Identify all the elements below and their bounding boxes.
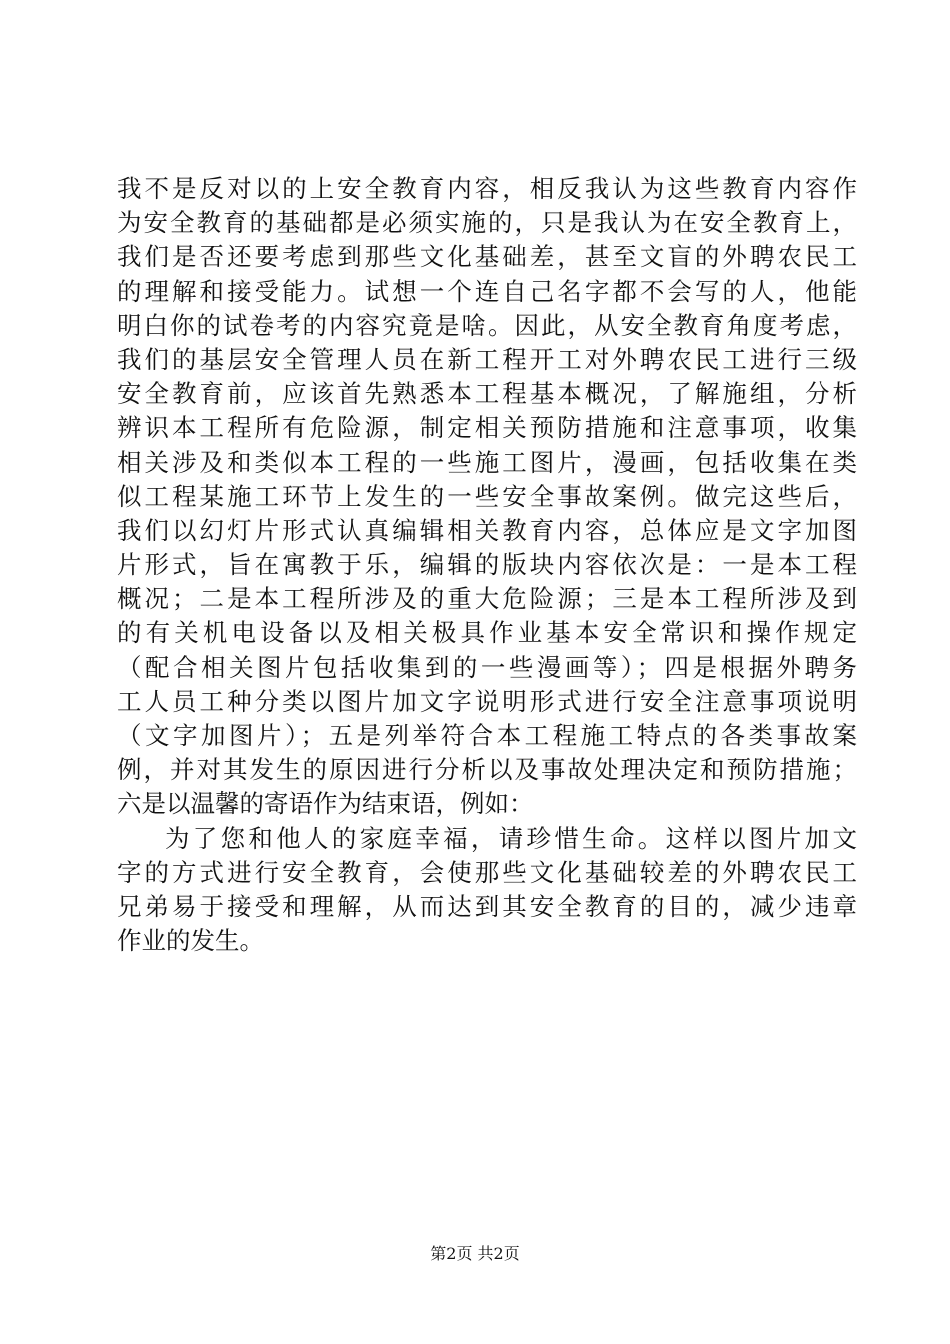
text-line: 我们是否还要考虑到那些文化基础差，甚至文盲的外聘农民工: [117, 242, 857, 272]
text-line: 我们的基层安全管理人员在新工程开工对外聘农民工进行三级: [117, 344, 857, 374]
text-line: 工人员工种分类以图片加文字说明形式进行安全注意事项说明: [117, 686, 857, 716]
text-line: 似工程某施工环节上发生的一些安全事故案例。做完这些后，: [117, 481, 857, 511]
text-line: 六是以温馨的寄语作为结束语，例如：: [117, 789, 534, 819]
text-line: 我不是反对以的上安全教育内容，相反我认为这些教育内容作: [117, 174, 857, 203]
page-number-label: 第2页 共2页: [430, 1244, 520, 1263]
text-line: 安全教育前，应该首先熟悉本工程基本概况，了解施组，分析: [117, 379, 857, 409]
text-line: 为了您和他人的家庭幸福，请珍惜生命。这样以图片加文: [165, 823, 857, 853]
text-line: 相关涉及和类似本工程的一些施工图片，漫画，包括收集在类: [117, 447, 857, 477]
text-line: 兄弟易于接受和理解，从而达到其安全教育的目的，减少违章: [117, 891, 857, 921]
text-line: 辨识本工程所有危险源，制定相关预防措施和注意事项，收集: [117, 413, 857, 443]
page-footer: [0, 1244, 950, 1264]
text-line: （配合相关图片包括收集到的一些漫画等）；四是根据外聘务: [117, 652, 857, 682]
text-line: 的有关机电设备以及相关极具作业基本安全常识和操作规定: [117, 618, 857, 648]
text-line: 我们以幻灯片形式认真编辑相关教育内容，总体应是文字加图: [117, 515, 857, 545]
text-line: 概况；二是本工程所涉及的重大危险源；三是本工程所涉及到: [117, 584, 857, 614]
text-line: 例，并对其发生的原因进行分析以及事故处理决定和预防措施；: [117, 755, 857, 785]
text-line: 为安全教育的基础都是必须实施的，只是我认为在安全教育上，: [117, 208, 857, 238]
text-line: 片形式，旨在寓教于乐，编辑的版块内容依次是：一是本工程: [117, 550, 857, 580]
text-line: 字的方式进行安全教育，会使那些文化基础较差的外聘农民工: [117, 857, 857, 887]
text-line: 作业的发生。: [117, 926, 264, 956]
paragraph-1: [117, 172, 857, 822]
text-line: 的理解和接受能力。试想一个连自己名字都不会写的人，他能: [117, 276, 857, 306]
text-line: 明白你的试卷考的内容究竟是啥。因此，从安全教育角度考虑，: [117, 310, 857, 340]
document-body: [117, 172, 857, 958]
paragraph-2: [117, 822, 857, 959]
text-line: （文字加图片）；五是列举符合本工程施工特点的各类事故案: [117, 721, 857, 750]
